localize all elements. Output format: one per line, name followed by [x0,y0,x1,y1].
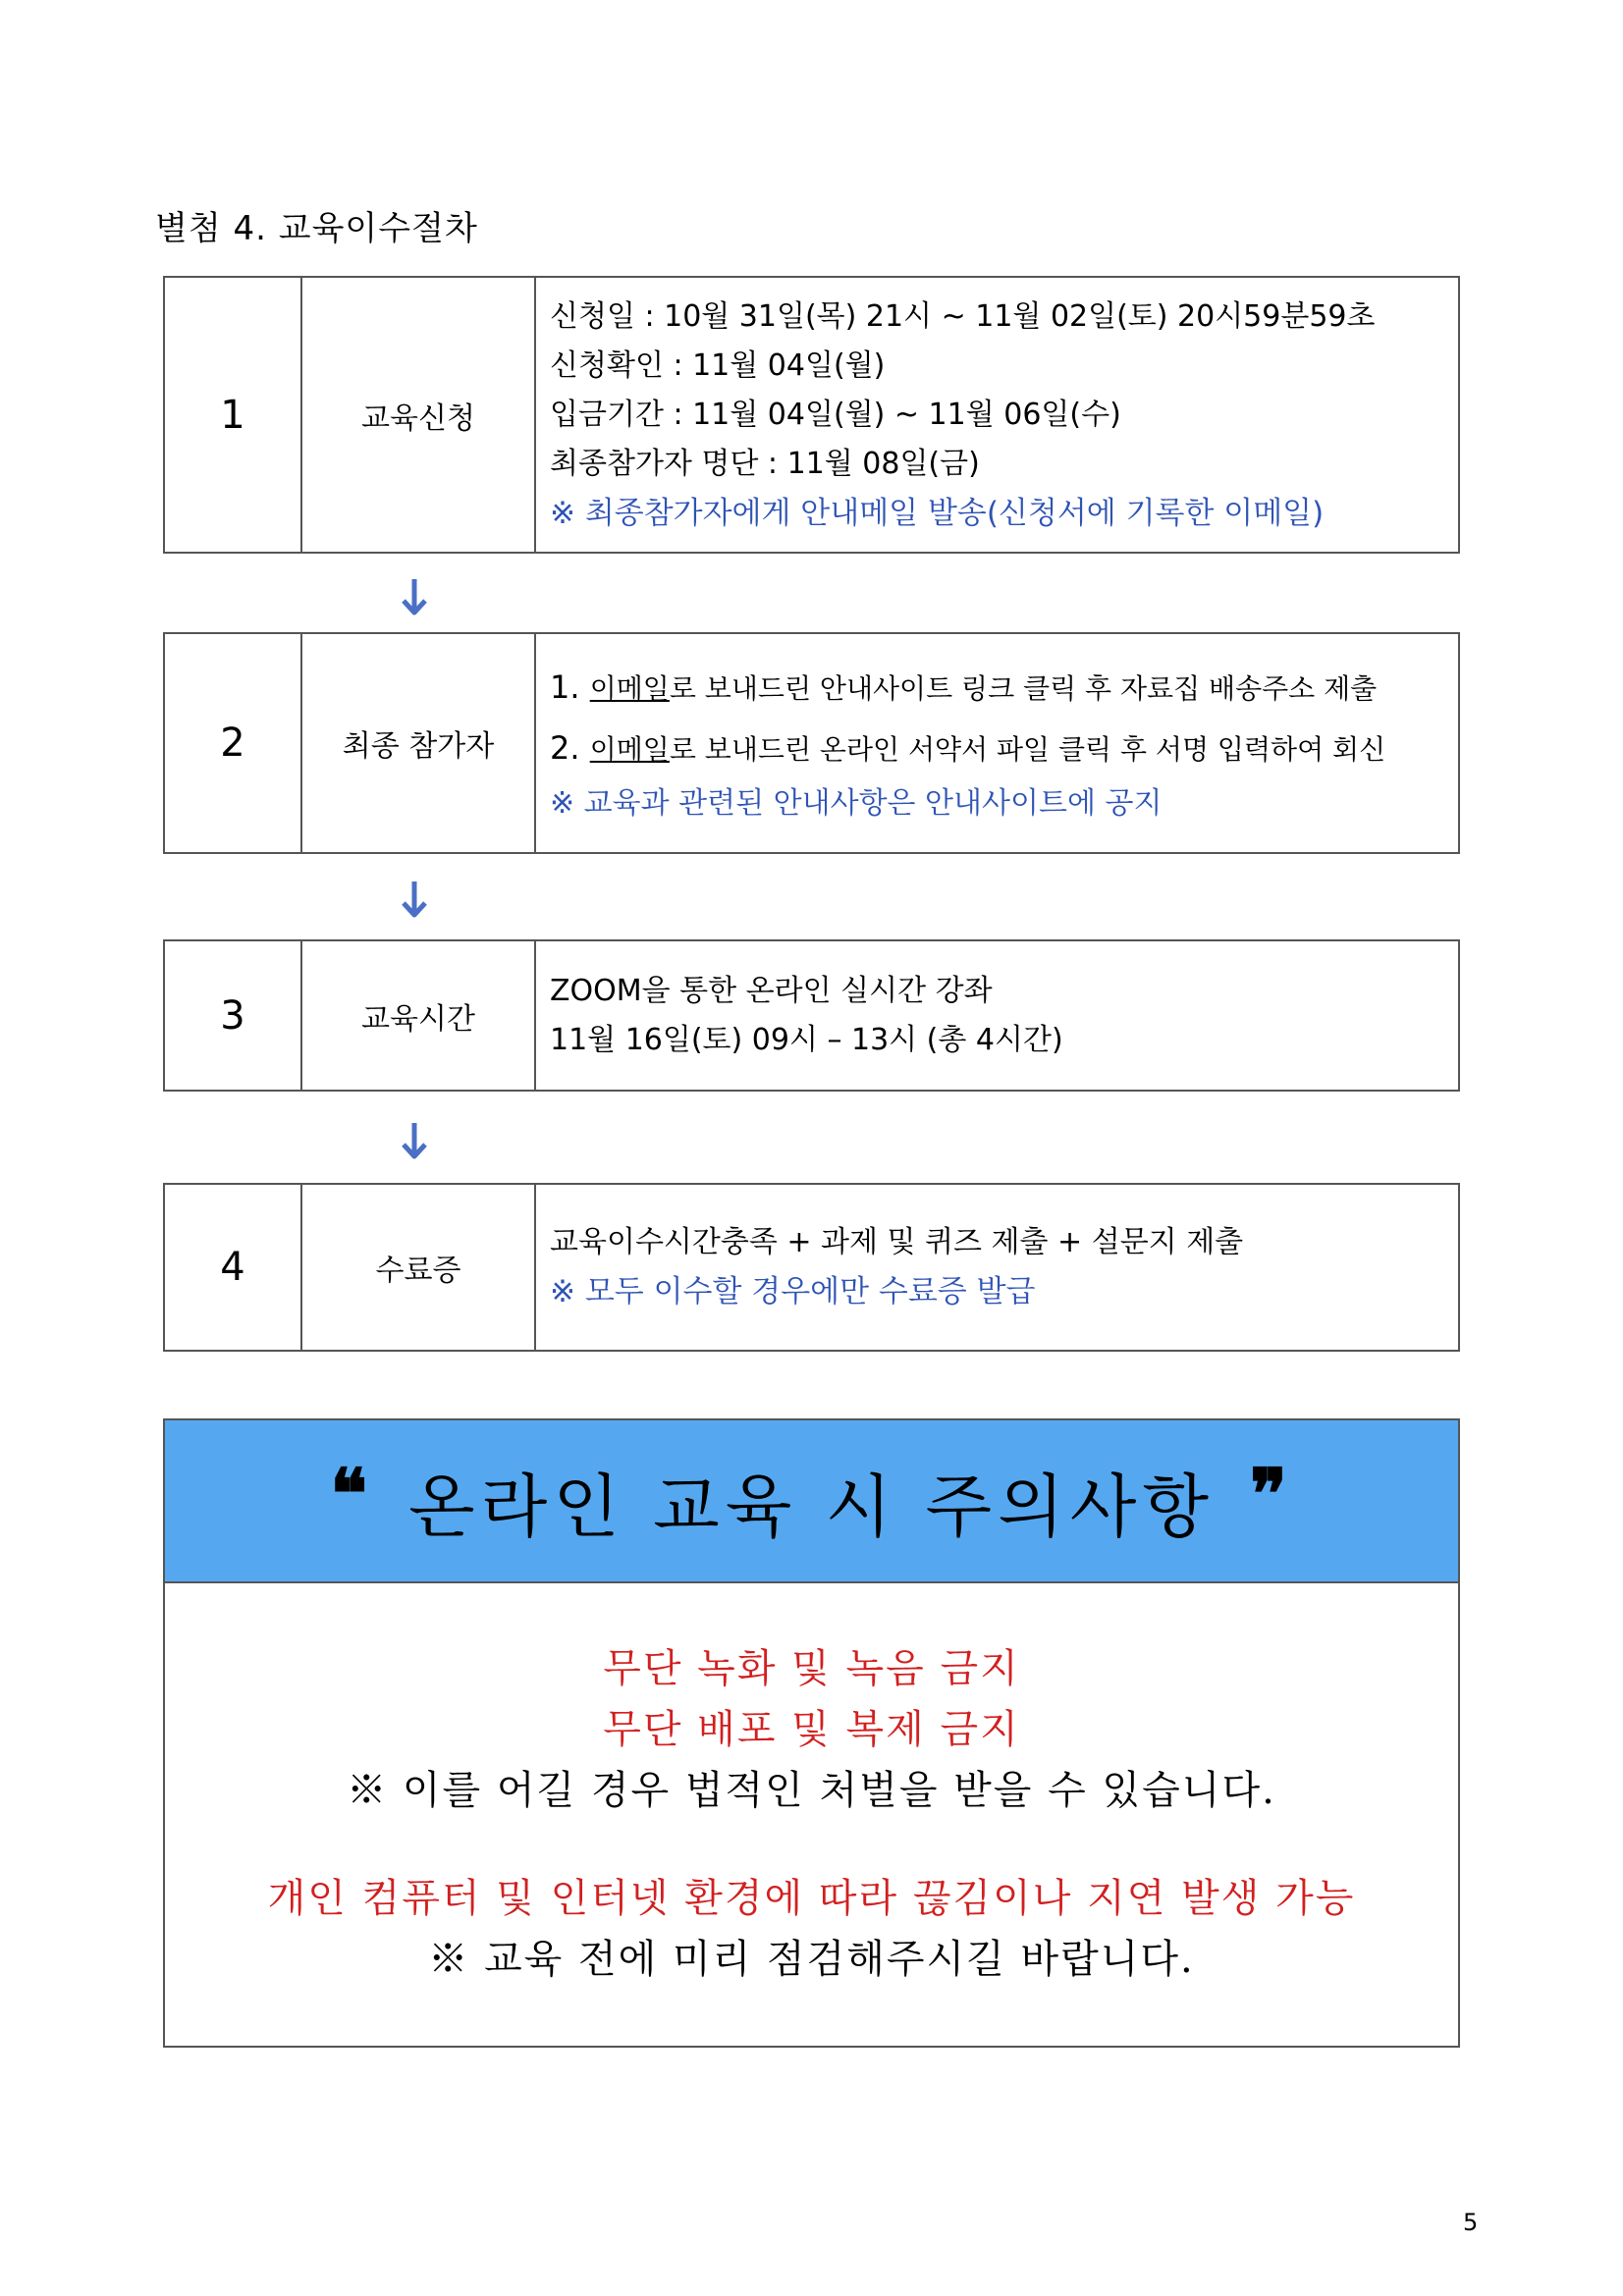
notice-box [163,1418,1460,2048]
notice-header [165,1420,1458,1583]
down-arrow-icon [400,880,429,919]
step-1-row [163,276,1460,554]
item-prefix: 2. [550,729,590,767]
item-emphasis: 이메일 [589,733,670,766]
step-note: ※ 교육과 관련된 안내사항은 안내사이트에 공지 [550,786,1163,821]
notice-line: ※ 교육 전에 미리 점검해주시길 바랍니다. [428,1937,1195,1982]
step-2-row [163,632,1460,854]
content-line: 입금기간 : 11월 04일(월) ~ 11월 06일(수) [550,397,1121,432]
step-number: 4 [164,1184,301,1351]
step-number: 2 [164,633,301,853]
warning-line: 무단 배포 및 복제 금지 [603,1707,1020,1752]
down-arrow-icon [400,1121,429,1160]
page-number: 5 [1463,2209,1479,2236]
down-arrow-icon [400,577,429,616]
item-prefix: 1. [550,668,590,706]
content-item [550,658,1458,719]
step-label: 수료증 [301,1184,535,1351]
item-text: 로 보내드린 온라인 서약서 파일 클릭 후 서명 입력하여 회신 [669,733,1386,766]
item-emphasis: 이메일 [589,672,670,705]
open-quote-icon: ❝ [330,1452,374,1534]
step-content [535,940,1459,1091]
step-number: 1 [164,277,301,553]
step-content [535,633,1459,853]
step-content [535,1184,1459,1351]
step-note: ※ 모두 이수할 경우에만 수료증 발급 [550,1274,1036,1309]
warning-line: 무단 녹화 및 녹음 금지 [603,1646,1020,1691]
step-label: 교육시간 [301,940,535,1091]
step-4-row [163,1183,1460,1352]
step-3-row [163,939,1460,1092]
step-number: 3 [164,940,301,1091]
step-label: 교육신청 [301,277,535,553]
close-quote-icon: ❞ [1249,1452,1293,1534]
warning-line: 개인 컴퓨터 및 인터넷 환경에 따라 끊김이나 지연 발생 가능 [267,1876,1356,1921]
item-text: 로 보내드린 안내사이트 링크 클릭 후 자료집 배송주소 제출 [669,672,1378,705]
step-note: ※ 최종참가자에게 안내메일 발송(신청서에 기록한 이메일) [550,495,1325,531]
content-line: 교육이수시간충족 + 과제 및 퀴즈 제출 + 설문지 제출 [550,1225,1244,1259]
page-title: 별첨 4. 교육이수절차 [155,209,478,248]
content-line: 11월 16일(토) 09시 – 13시 (총 4시간) [550,1022,1063,1057]
content-line: 신청확인 : 11월 04일(월) [550,347,886,383]
content-line: ZOOM을 통한 온라인 실시간 강좌 [550,973,993,1008]
notice-body [165,1583,1458,1990]
notice-line: ※ 이를 어길 경우 법적인 처벌을 받을 수 있습니다. [347,1768,1276,1813]
content-line: 신청일 : 10월 31일(목) 21시 ~ 11월 02일(토) 20시59분59초 [550,298,1376,334]
step-label: 최종 참가자 [301,633,535,853]
content-item [550,719,1458,779]
notice-heading: 온라인 교육 시 주의사항 [408,1466,1215,1547]
content-line: 최종참가자 명단 : 11월 08일(금) [550,446,980,481]
step-content [535,277,1459,553]
